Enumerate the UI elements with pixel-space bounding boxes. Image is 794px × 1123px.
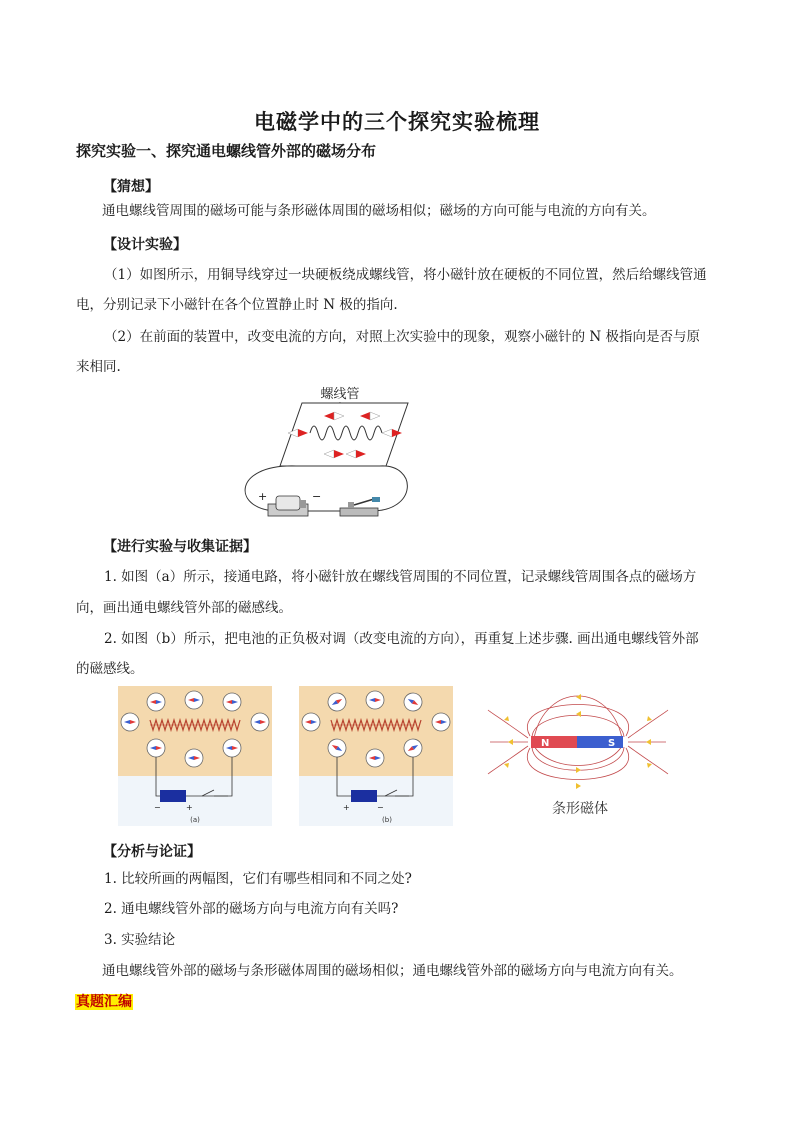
- analysis-question-2: 2. 通电螺线管外部的磁场方向与电流方向有关吗?: [104, 901, 399, 917]
- analysis-question-1: 1. 比较所画的两幅图，它们有哪些相同和不同之处?: [104, 871, 412, 887]
- battery-a-plus: +: [186, 803, 193, 812]
- experiment-figure-a: [118, 686, 272, 826]
- battery-minus: −: [312, 490, 322, 503]
- magnet-north-label: N: [541, 738, 550, 749]
- design-step-1-line-1: （1）如图所示，用铜导线穿过一块硬板绕成螺线管，将小磁针放在硬板的不同位置，然后给螺线管通: [104, 267, 707, 283]
- design-step-1-line-2: 电，分别记录下小磁针在各个位置静止时 N 极的指向.: [76, 297, 398, 313]
- procedure-step-2-line-1: 2. 如图（b）所示，把电池的正负极对调（改变电流的方向），再重复上述步骤. 画出通电螺线管外部: [104, 631, 699, 647]
- design-step-2-line-2: 来相同.: [76, 359, 121, 375]
- guess-label: 【猜想】: [103, 179, 159, 195]
- battery-plus: +: [258, 490, 268, 503]
- battery-b-minus: −: [377, 803, 384, 812]
- design-step-2-line-1: （2）在前面的装置中，改变电流的方向，对照上次实验中的现象，观察小磁针的 N 极指向是否与原: [104, 329, 700, 345]
- experiment-figure-b: [299, 686, 453, 826]
- section-tag-text: 真题汇编: [76, 994, 132, 1010]
- battery-icon: [258, 490, 321, 516]
- design-label: 【设计实验】: [103, 237, 187, 253]
- figure-b-label: (b): [382, 816, 392, 824]
- switch-icon: [340, 497, 380, 516]
- section-tag: [75, 991, 133, 1011]
- magnet-south-label: S: [608, 738, 616, 749]
- battery-a-minus: −: [154, 803, 161, 812]
- solenoid-board-figure: [230, 378, 420, 523]
- analysis-conclusion-label: 3. 实验结论: [104, 932, 176, 948]
- procedure-step-1-line-1: 1. 如图（a）所示，接通电路，将小磁针放在螺线管周围的不同位置，记录螺线管周围各点的磁场方: [104, 569, 697, 585]
- guess-text: 通电螺线管周围的磁场可能与条形磁体周围的磁场相似；磁场的方向可能与电流的方向有关。: [102, 203, 656, 219]
- analysis-label: 【分析与论证】: [103, 844, 201, 860]
- procedure-step-1-line-2: 向，画出通电螺线管外部的磁感线。: [76, 600, 292, 616]
- page-title: 电磁学中的三个探究实验梳理: [254, 109, 540, 134]
- procedure-step-2-line-2: 的磁感线。: [76, 661, 144, 677]
- battery-b-plus: +: [343, 803, 350, 812]
- figure-a-label: (a): [190, 816, 200, 824]
- procedure-label: 【进行实验与收集证据】: [103, 539, 257, 555]
- conclusion-text: 通电螺线管外部的磁场与条形磁体周围的磁场相似；通电螺线管外部的磁场方向与电流方向有关。: [102, 963, 683, 979]
- solenoid-label: 螺线管: [320, 387, 360, 402]
- bar-magnet-caption: 条形磁体: [552, 801, 608, 817]
- section-heading: 探究实验一、探究通电螺线管外部的磁场分布: [76, 142, 377, 160]
